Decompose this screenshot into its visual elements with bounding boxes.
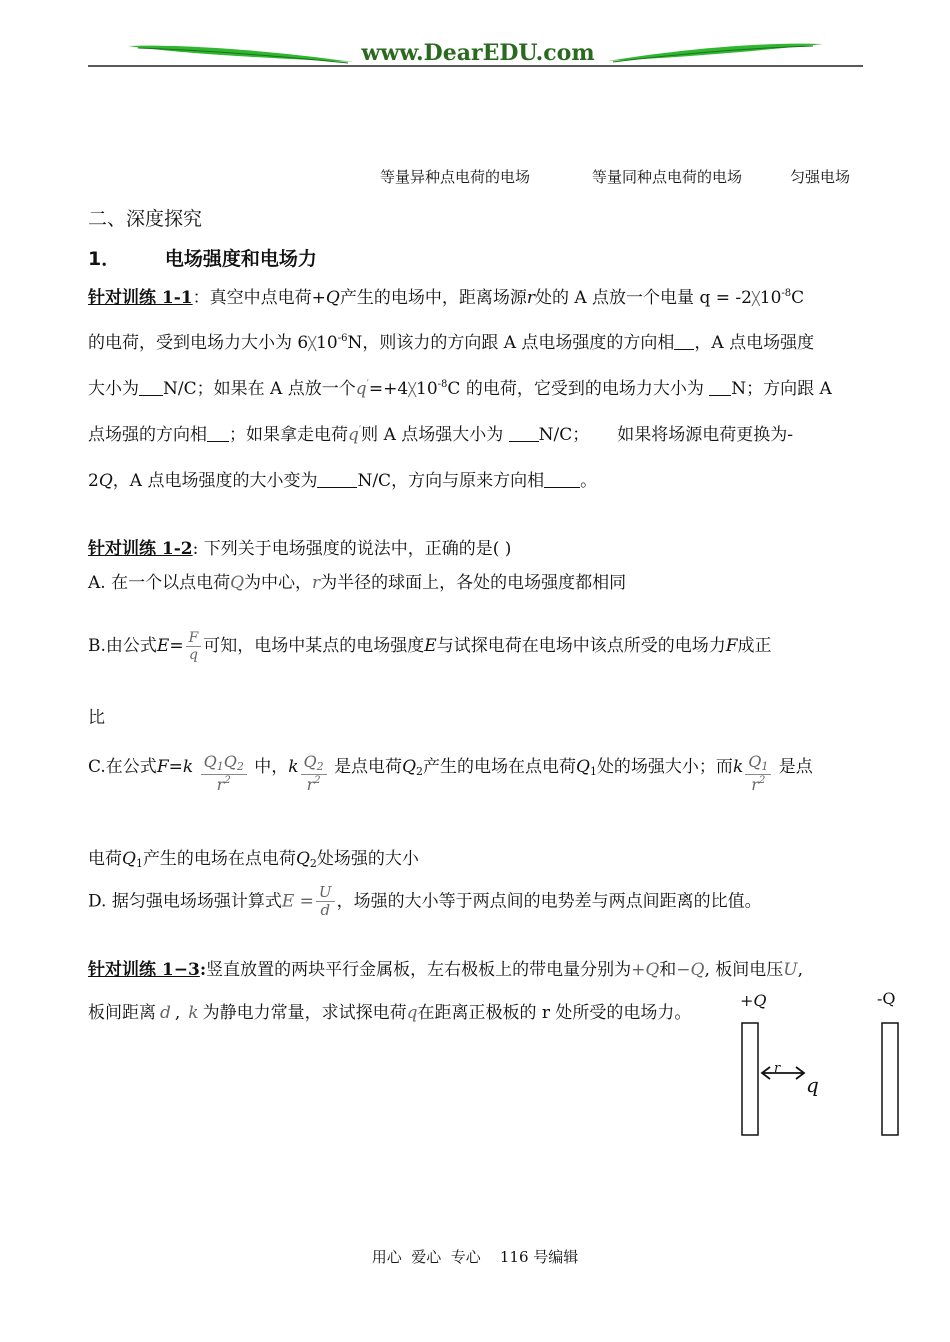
field-label-opposite: 等量异种点电荷的电场 [380,168,531,186]
plates-figure [730,985,920,1145]
blank-2[interactable] [139,381,163,396]
page-footer: 用心 爱心 专心 116 号编辑 [371,1248,579,1266]
t11-line3: 大小为 N/C；如果在 A 点放一个$q'=+4╳10^{-8}C$ 的电荷，它受到的电场力大小为 N；方向跟 A [88,379,832,399]
t11-line1: 针对训练 1-1：真空中点电荷+Q产生的电场中，距离场源r处的 A 点放一个电量 $q = -2╳10^{-8}C$ [88,288,805,308]
blank-3[interactable] [709,381,731,396]
subsection-heading [88,244,317,271]
logo-text: www.DearEDU.com [361,40,595,66]
t12-option-b-cont: 比 [88,708,105,728]
t12-option-b: B.由公式E= $\frac{F}{q}$ 可知，电场中某点的电场强度E与试探电荷在电场中该点所受的电场力F成正 [88,630,772,664]
fraction-U-over-d: $\frac{U}{d}$ [316,884,335,920]
field-label-uniform: 匀强电场 [790,168,851,186]
plus-plate-label: +Q [740,991,767,1010]
minus-plate-label: -Q [877,989,896,1008]
blank-7[interactable] [544,473,580,488]
fraction-F-over-q: $\frac{F}{q}$ [186,630,202,663]
t13-label: 针对训练 1−3 [88,960,200,980]
r-label: r [774,1061,781,1076]
t13-line1: 针对训练 1−3:竖直放置的两块平行金属板，左右极板上的带电量分别为+Q和−Q, 板间电压U, [88,960,804,980]
t11-line2: 的电荷，受到电场力大小为 $6╳10^{-6}N$，则该力的方向跟 A 点电场强度的方向相 ，A 点电场强度 [88,333,815,353]
t12-option-a: A. 在一个以点电荷Q为中心，r为半径的球面上，各处的电场强度都相同 [88,573,627,593]
t11-line5: 2Q，A 点电场强度的大小变为 N/C，方向与原来方向相 。 [88,471,598,491]
t11-line4: 点场强的方向相 ；如果拿走电荷q′则 A 点场强大小为 N/C； 如果将场源电荷更换为- [88,425,794,445]
blank-5[interactable] [509,427,539,442]
t12-option-c-cont: 电荷$Q_1$产生的电场在点电荷$Q_2$处场强的大小 [88,849,419,870]
blank-1[interactable] [674,335,694,350]
fraction-Q1Q2-over-r2: $\frac{Q_1Q_2}{r^2}$ [201,753,247,794]
t13-line2: 板间距离 d , k 为静电力常量，求试探电荷q在距离正极板的 r 处所受的电场力。 [88,1003,692,1023]
blank-4[interactable] [207,427,229,442]
t12-label: 针对训练 1-2 [88,539,193,559]
t11-label: 针对训练 1-1 [88,288,193,308]
t12-option-c: C.在公式F=k $\frac{Q_1Q_2}{r^2}$ 中，k $\frac{Q_2}{r^2}$ 是点电荷$Q_2$产生的电场在点电荷$Q_1$处的场强大小；而k $\frac{Q_1}{r^2}$ 是点 [88,752,813,794]
t12-stem: 针对训练 1-2: 下列关于电场强度的说法中，正确的是( ) [88,539,512,559]
section-title: 二、深度探究 [88,208,203,230]
blank-6[interactable] [317,473,357,488]
header-logo [88,36,863,70]
field-label-same: 等量同种点电荷的电场 [592,168,743,186]
t12-option-d: D. 据匀强电场场强计算式E = $\frac{U}{d}$ ，场强的大小等于两点间的电势差与两点间距离的比值。 [88,883,762,920]
fraction-Q2-over-r2: $\frac{Q_2}{r^2}$ [301,753,327,794]
subsection-number: 1． [88,248,121,270]
q-label: q [806,1073,819,1097]
fraction-Q1-over-r2: $\frac{Q_1}{r^2}$ [745,753,771,794]
subsection-title: 电场强度和电场力 [164,248,317,270]
